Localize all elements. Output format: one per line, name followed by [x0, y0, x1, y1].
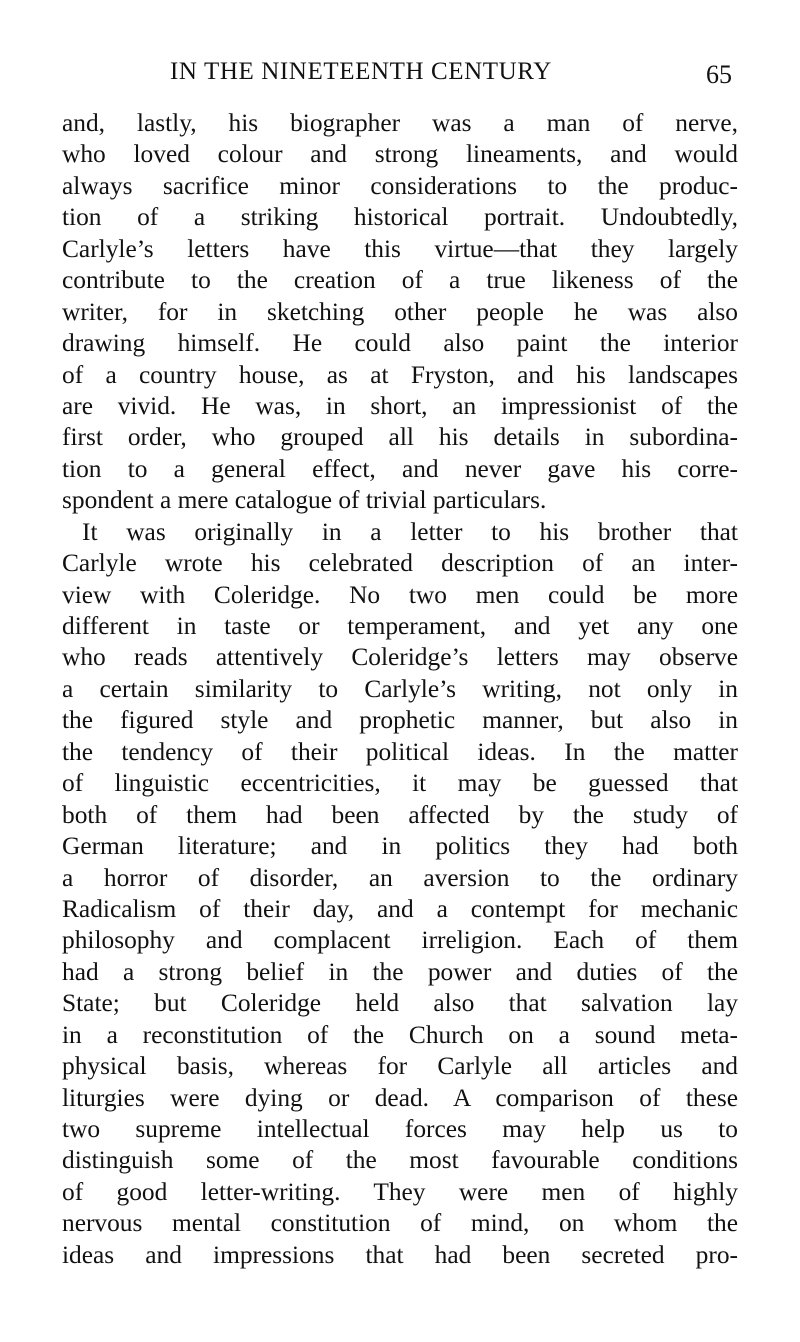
- text-line: Carlyle’s letters have this virtue—that they largely: [62, 234, 738, 263]
- text-line: nervous mental constitution of mind, on whom the: [62, 1209, 738, 1238]
- text-line: contribute to the creation of a true likeness of the: [62, 266, 738, 295]
- text-line: different in taste or temperament, and yet any one: [62, 612, 738, 640]
- text-line: It was originally in a letter to his brother that: [82, 517, 738, 546]
- text-line: drawing himself. He could also paint the interior: [62, 329, 738, 358]
- text-line: the tendency of their political ideas. In the matter: [62, 737, 738, 766]
- text-line: of linguistic eccentricities, it may be guessed that: [62, 769, 738, 798]
- text-line: of good letter-writing. They were men of highly: [62, 1177, 738, 1206]
- text-line: State; but Coleridge held also that salvation lay: [62, 989, 738, 1018]
- text-line: who loved colour and strong lineaments, and would: [62, 140, 738, 169]
- text-line: view with Coleridge. No two men could be more: [62, 580, 738, 609]
- page-number: 65: [706, 60, 732, 89]
- text-line: physical basis, whereas for Carlyle all articles and: [62, 1052, 738, 1081]
- text-line: are vivid. He was, in short, an impressionist of the: [62, 391, 738, 420]
- text-line: tion to a general effect, and never gave his corre-: [62, 454, 738, 483]
- text-line: distinguish some of the most favourable conditions: [62, 1146, 738, 1175]
- text-line: liturgies were dying or dead. A comparison of these: [62, 1083, 738, 1112]
- text-line: Radicalism of their day, and a contempt for mechanic: [62, 894, 738, 923]
- text-line: a horror of disorder, an aversion to the ordinary: [62, 863, 738, 892]
- text-line: writer, for in sketching other people he was also: [62, 297, 738, 326]
- text-line: a certain similarity to Carlyle’s writing, not only in: [62, 674, 738, 703]
- text-line: both of them had been affected by the study of: [62, 800, 738, 829]
- text-line: spondent a mere catalogue of trivial particulars.: [62, 486, 547, 515]
- running-head: [62, 58, 742, 94]
- text-line: in a reconstitution of the Church on a sound meta-: [62, 1020, 738, 1049]
- text-line: of a country house, as at Fryston, and his landscapes: [62, 360, 738, 389]
- running-title: IN THE NINETEENTH CENTURY: [170, 58, 552, 85]
- text-line: and, lastly, his biographer was a man of nerve,: [62, 109, 738, 137]
- text-line: ideas and impressions that had been secreted pro-: [62, 1240, 738, 1269]
- paragraph-2: [62, 517, 738, 1272]
- text-line: the figured style and prophetic manner, but also in: [62, 706, 738, 735]
- text-line: philosophy and complacent irreligion. Each of them: [62, 926, 738, 955]
- paragraph-1: [62, 108, 738, 517]
- text-line: German literature; and in politics they had both: [62, 832, 738, 861]
- body-text: [62, 108, 738, 1271]
- text-line: first order, who grouped all his details in subordina-: [62, 423, 738, 452]
- text-line: who reads attentively Coleridge’s letters may observe: [62, 643, 738, 672]
- text-line: two supreme intellectual forces may help us to: [62, 1115, 738, 1143]
- text-line: Carlyle wrote his celebrated description of an inter-: [62, 549, 738, 578]
- text-line: had a strong belief in the power and duties of the: [62, 957, 738, 986]
- text-line: tion of a striking historical portrait. Undoubtedly,: [62, 203, 738, 232]
- text-line: always sacrifice minor considerations to the produc-: [62, 171, 738, 200]
